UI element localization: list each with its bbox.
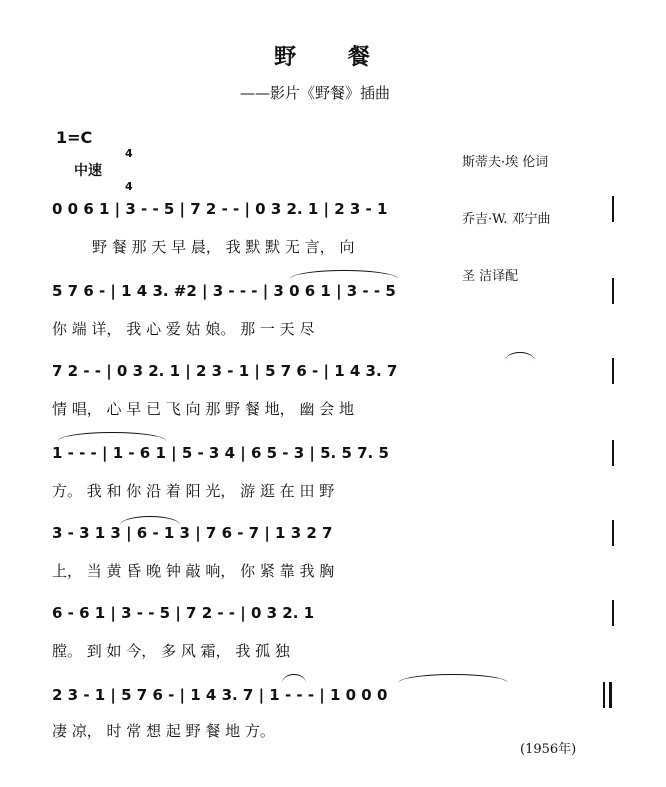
lyrics-line-6: 膛。 到 如 今， 多 风 霜， 我 孤 独: [52, 642, 290, 660]
time-signature-top: 4: [125, 147, 133, 160]
credit-lyricist: 斯蒂夫·埃 伦词: [462, 155, 549, 170]
final-barline-thick: [609, 682, 612, 708]
notes-line-5: 3 - 3 1 3 | 6 - 1 3 | 7 6 - 7 | 1 3 2 7: [52, 524, 333, 542]
notes-line-2: 5 7 6 - | 1 4 3. #2 | 3 - - - | 3 0 6 1 | 3 - - 5: [52, 282, 396, 300]
lyrics-line-7: 凄 凉， 时 常 想 起 野 餐 地 方。: [52, 722, 275, 740]
lyrics-line-3: 情 唱， 心 早 已 飞 向 那 野 餐 地， 幽 会 地: [52, 400, 354, 418]
credits: [462, 115, 551, 305]
time-signature-bottom: 4: [125, 180, 133, 193]
barline: [612, 358, 614, 384]
tie-slur: [398, 674, 508, 683]
tie-slur: [505, 352, 535, 361]
barline: [612, 440, 614, 466]
tie-slur: [282, 674, 306, 683]
lyrics-line-4: 方。 我 和 你 沿 着 阳 光， 游 逛 在 田 野: [52, 482, 335, 500]
credit-translator: 圣 洁译配: [462, 269, 519, 284]
barline: [612, 600, 614, 626]
time-signature: [125, 126, 133, 203]
lyrics-line-2: 你 端 详， 我 心 爱 姑 娘。 那 一 天 尽: [52, 320, 315, 338]
tie-slur: [58, 432, 166, 441]
year-note: (1956年): [520, 742, 577, 757]
notes-line-4: 1 - - - | 1 - 6 1 | 5 - 3 4 | 6 5 - 3 | 5. 5 7. 5: [52, 444, 389, 462]
final-barline-thin: [603, 682, 605, 708]
song-subtitle: ——影片《野餐》插曲: [240, 84, 391, 102]
barline: [612, 196, 614, 222]
notes-line-6: 6 - 6 1 | 3 - - 5 | 7 2 - - | 0 3 2. 1: [52, 604, 315, 622]
credit-composer: 乔吉·W. 邓宁曲: [462, 212, 551, 227]
tie-slur: [290, 270, 398, 279]
lyrics-line-5: 上， 当 黄 昏 晚 钟 敲 响， 你 紧 靠 我 胸: [52, 562, 335, 580]
barline: [612, 520, 614, 546]
barline: [612, 278, 614, 304]
notes-line-1: 0 0 6 1 | 3 - - 5 | 7 2 - - | 0 3 2. 1 | 2 3 - 1: [52, 200, 388, 218]
notes-line-7: 2 3 - 1 | 5 7 6 - | 1 4 3. 7 | 1 - - - | 1 0 0 0: [52, 686, 388, 704]
key-signature: 1=C: [56, 128, 93, 147]
tempo-marking: 中速: [74, 163, 102, 179]
triplet-bracket: [120, 516, 180, 525]
song-title: 野 餐: [274, 44, 392, 70]
notes-line-3: 7 2 - - | 0 3 2. 1 | 2 3 - 1 | 5 7 6 - | 1 4 3. 7: [52, 362, 398, 380]
lyrics-line-1: 野 餐 那 天 早 晨， 我 默 默 无 言， 向: [92, 238, 355, 256]
